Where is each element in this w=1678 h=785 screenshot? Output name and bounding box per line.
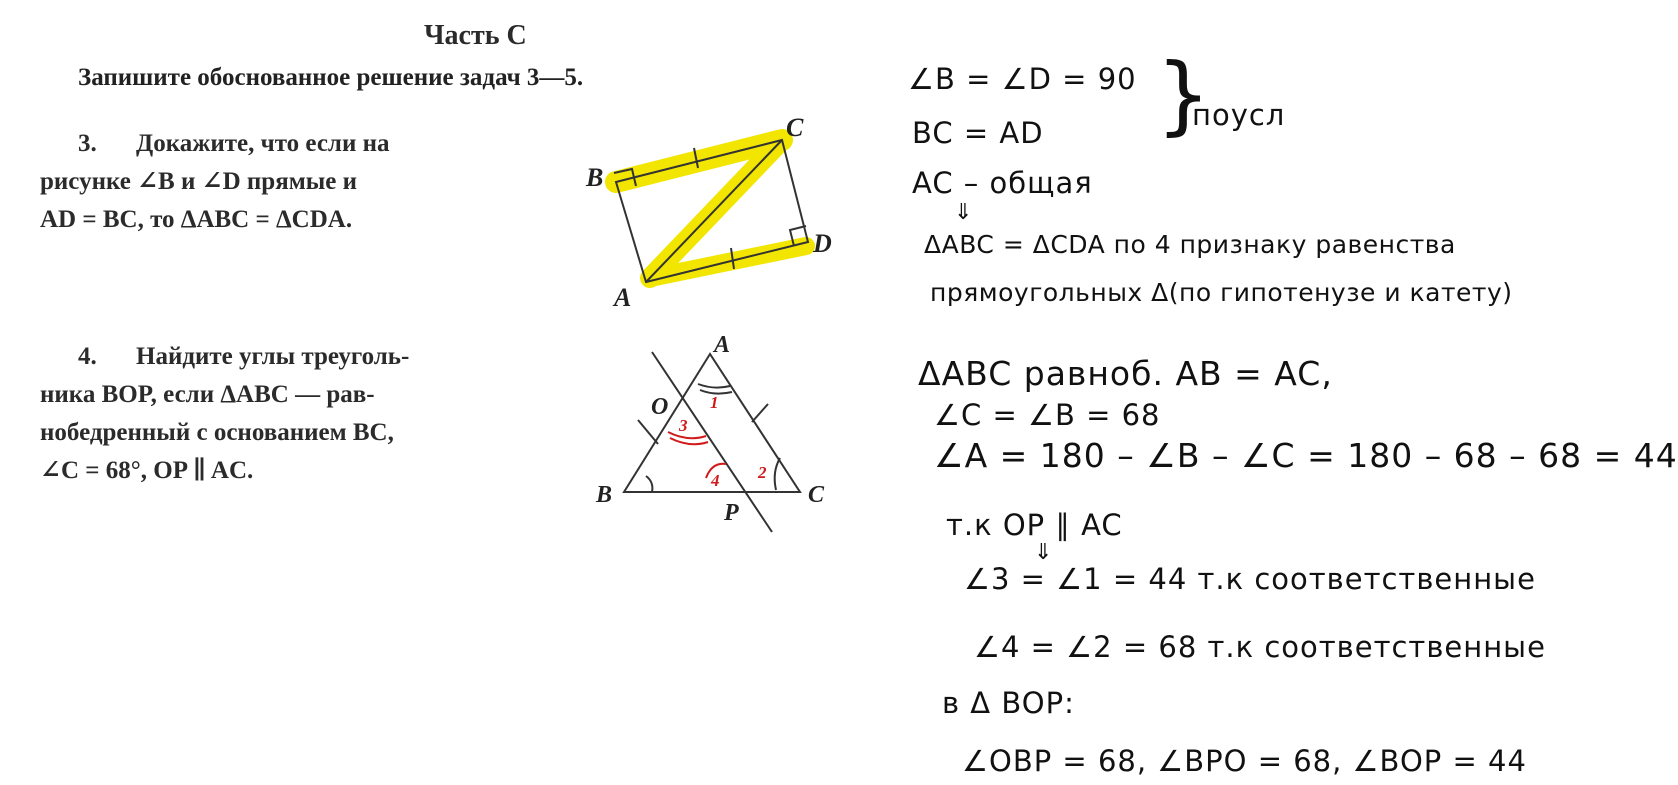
curly-brace-icon: } [1156,45,1211,145]
angle-mark-1: 1 [710,393,719,412]
sol3-arrow-icon: ⇓ [954,200,973,225]
sol4-arrow-icon: ⇓ [1034,540,1053,565]
task-4-line-2: ника BOP, если ΔABC — рав- [40,381,375,408]
task-4-figure [580,330,840,530]
label-c: C [808,482,825,508]
label-a: A [614,283,632,312]
sol4-line-8: ∠OBP = 68, ∠BPO = 68, ∠BOP = 44 [962,744,1527,778]
task-3-line-1: Докажите, что если на [136,130,390,157]
sol4-line-4: т.к OP ∥ AC [946,508,1123,542]
highlight-strokes [616,140,806,278]
task-3-text [40,125,390,239]
sol3-line-4: ΔABC = ΔCDA по 4 признаку равенства [924,230,1456,259]
label-a: A [714,332,731,358]
line-op [652,352,772,532]
instruction: Запишите обоснованное решение задач 3—5. [78,64,584,91]
arc-a-1 [698,384,730,388]
task-4-text [40,338,409,490]
label-b: B [596,482,613,508]
sol4-line-1: ΔABC равноб. AB = AC, [918,354,1333,393]
sol4-line-3: ∠A = 180 – ∠B – ∠C = 180 – 68 – 68 = 44 [934,436,1678,475]
sol3-line-5: прямоугольных Δ(по гипотенузе и катету) [930,278,1513,307]
task-3-line-2: рисунке ∠B и ∠D прямые и [40,168,358,195]
sol3-line-2: BC = AD [912,116,1044,150]
task-3-line-3: AD = BC, то ΔABC = ΔCDA. [40,206,353,233]
label-d: D [813,229,832,258]
tick-ab [638,420,658,444]
task-4-number: 4. [78,343,97,370]
sol3-brace-note: поусл [1192,98,1286,132]
angle-mark-2: 2 [758,463,767,482]
label-c: C [786,113,804,142]
angle-mark-4: 4 [711,471,720,490]
sol4-line-5: ∠3 = ∠1 = 44 т.к соответственные [964,562,1536,596]
sol3-line-3: AC – общая [912,166,1093,200]
sol4-line-7: в Δ BOP: [942,686,1075,720]
label-o: O [651,394,669,420]
task-3-number: 3. [78,130,97,157]
task-4-line-1: Найдите углы треуголь- [136,343,410,370]
task-4-line-4: ∠C = 68°, OP ∥ AC. [40,457,254,484]
part-title: Часть С [424,20,527,51]
arc-b [646,476,652,492]
sol3-line-1: ∠B = ∠D = 90 [908,62,1137,96]
label-p: P [724,500,739,526]
label-b: B [586,163,604,192]
angle-mark-3: 3 [679,416,688,435]
arc-c [775,458,780,490]
task-3-figure [580,112,840,312]
sol4-line-2: ∠C = ∠B = 68 [934,398,1161,432]
sol4-line-6: ∠4 = ∠2 = 68 т.к соответственные [974,630,1546,664]
task-4-line-3: нобедренный с основанием BC, [40,419,394,446]
tick-ac [752,404,768,422]
